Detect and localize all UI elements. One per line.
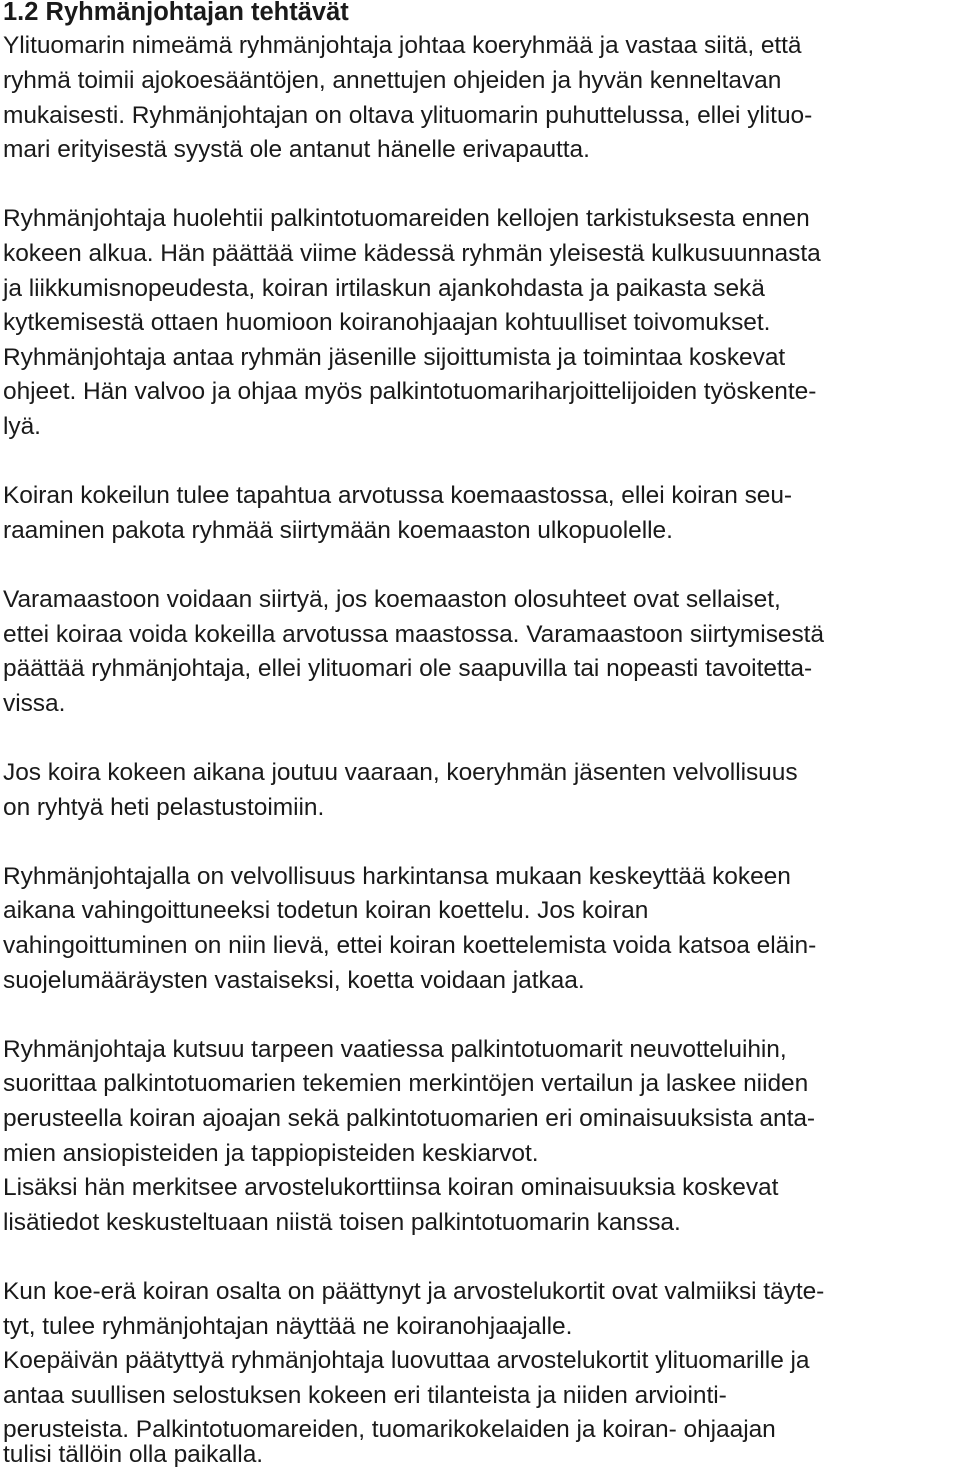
text-line: mukaisesti. Ryhmänjohtajan on oltava ylituomarin puhuttelussa, ellei ylituo- (3, 101, 813, 129)
text-line: Ylituomarin nimeämä ryhmänjohtaja johtaa koeryhmää ja vastaa siitä, että (3, 32, 802, 60)
text-line: Koiran kokeilun tulee tapahtua arvotussa koemaastossa, ellei koiran seu- (3, 482, 793, 510)
text-line: suorittaa palkintotuomarien tekemien merkintöjen vertailun ja laskee niiden (3, 1070, 809, 1098)
text-line: perusteella koiran ajoajan sekä palkintotuomarien eri ominaisuuksista anta- (3, 1105, 816, 1132)
text-line: lyä. (3, 413, 41, 440)
text-line: on ryhtyä heti pelastustoimiin. (3, 793, 325, 821)
text-line: Varamaastoon voidaan siirtyä, jos koemaaston olosuhteet ovat sellaiset, (3, 586, 781, 613)
text-line: lisätiedot keskusteltuaan niistä toisen palkintotuomarin kanssa. (3, 1208, 681, 1236)
text-line: Ryhmänjohtaja antaa ryhmän jäsenille sijoittumista ja toimintaa koskevat (3, 343, 786, 371)
text-line: mien ansiopisteiden ja tappiopisteiden keskiarvot. (3, 1139, 539, 1167)
text-line: päättää ryhmänjohtaja, ellei ylituomari ole saapuvilla tai nopeasti tavoitetta- (3, 655, 813, 683)
text-line: aikana vahingoittuneeksi todetun koiran koettelu. Jos koiran (3, 897, 649, 925)
text-line: tulisi tällöin olla paikalla. (3, 1441, 264, 1468)
text-line: tyt, tulee ryhmänjohtajan näyttää ne koiranohjaajalle. (3, 1312, 573, 1340)
text-line: kytkemisestä ottaen huomioon koiranohjaajan kohtuulliset toivomukset. (3, 309, 771, 337)
text-line: Jos koira kokeen aikana joutuu vaaraan, koeryhmän jäsenten velvollisuus (3, 759, 798, 786)
text-line: ja liikkumisnopeudesta, koiran irtilaskun ajankohdasta ja paikasta sekä (3, 274, 765, 302)
text-line: Kun koe-erä koiran osalta on päättynyt ja arvostelukortit ovat valmiiksi täyte- (3, 1278, 825, 1305)
text-line: raaminen pakota ryhmää siirtymään koemaaston ulkopuolelle. (3, 516, 673, 544)
text-line: kokeen alkua. Hän päättää viime kädessä ryhmän yleisestä kulkusuunnasta (3, 240, 821, 267)
section-heading: 1.2 Ryhmänjohtajan tehtävät (3, 0, 349, 26)
text-line: antaa suullisen selostuksen kokeen eri tilanteista ja niiden arviointi- (3, 1381, 727, 1409)
text-line: perusteista. Palkintotuomareiden, tuomarikokelaiden ja koiran- ohjaajan (3, 1416, 776, 1444)
text-line: Ryhmänjohtaja kutsuu tarpeen vaatiessa palkintotuomarit neuvotteluihin, (3, 1035, 787, 1063)
text-line: suojelumääräysten vastaiseksi, koetta voidaan jatkaa. (3, 966, 585, 994)
text-line: Lisäksi hän merkitsee arvostelukorttiinsa koiran ominaisuuksia koskevat (3, 1174, 779, 1202)
text-line: Ryhmänjohtajalla on velvollisuus harkintansa mukaan keskeyttää kokeen (3, 862, 791, 890)
text-line: ettei koiraa voida kokeilla arvotussa maastossa. Varamaastoon siirtymisestä (3, 620, 824, 648)
text-line: mari erityisestä syystä ole antanut hänelle erivapautta. (3, 136, 590, 164)
text-line: vissa. (3, 689, 66, 717)
text-line: Koepäivän päätyttyä ryhmänjohtaja luovuttaa arvostelukortit ylituomarille ja (3, 1347, 810, 1375)
text-line: ohjeet. Hän valvoo ja ohjaa myös palkintotuomariharjoittelijoiden työskente- (3, 378, 817, 406)
text-line: vahingoittuminen on niin lievä, ettei koiran koettelemista voida katsoa eläin- (3, 932, 817, 959)
text-line: Ryhmänjohtaja huolehtii palkintotuomareiden kellojen tarkistuksesta ennen (3, 205, 810, 233)
text-line: ryhmä toimii ajokoesääntöjen, annettujen ohjeiden ja hyvän kenneltavan (3, 67, 782, 94)
